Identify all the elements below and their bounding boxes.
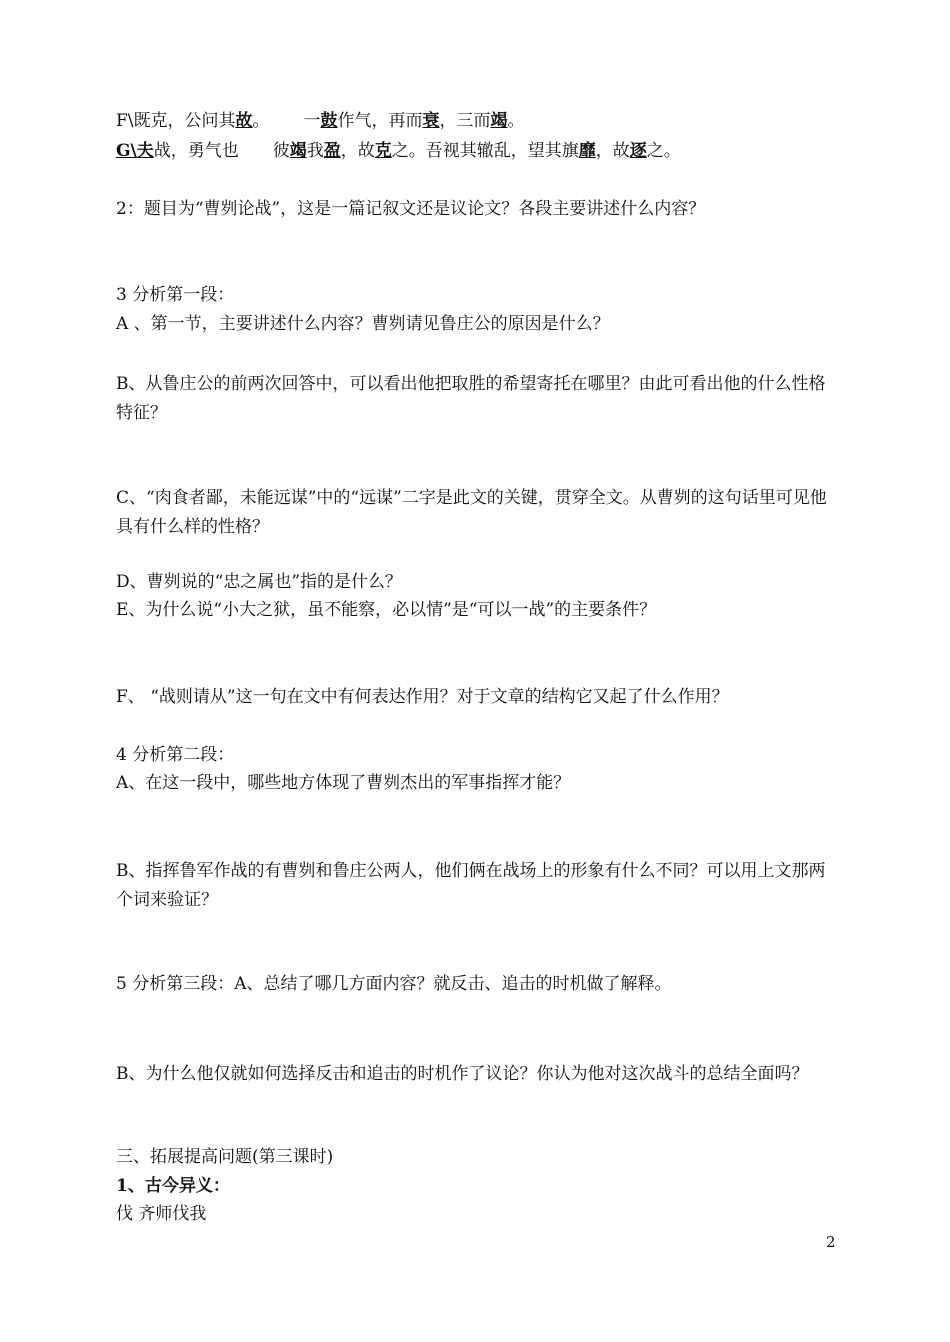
question-5b: B、为什么他仅就如何选择反击和追击的时机作了议论？你认为他对这次战斗的总结全面吗？ [116, 1064, 809, 1084]
question-4b: B、指挥鲁军作战的有曹刿和鲁庄公两人，他们俩在战场上的形象有什么不同？可以用上文那两个词来验证？ [116, 861, 826, 910]
question-3c: C、“肉食者鄙，未能远谋”中的“远谋”二字是此文的关键，贯穿全文。从曹刿的这句话里可见他具有什么样的性格？ [116, 488, 827, 537]
keyword: 竭 [289, 141, 307, 161]
question-3f: F、 “战则请从”这一句在文中有何表达作用？对于文章的结构它又起了什么作用？ [116, 687, 729, 707]
question-4a: A、在这一段中，哪些地方体现了曹刿杰出的军事指挥才能？ [116, 773, 571, 793]
question-3d: D、曹刿说的“忠之属也”指的是什么？ [116, 572, 403, 592]
question-3e: E、为什么说“小大之狱，虽不能察，必以情”是“可以一战”的主要条件？ [116, 600, 657, 620]
keyword: 盈 [323, 141, 341, 161]
keyword: 衰 [422, 111, 440, 131]
section-3-heading: 三、拓展提高问题(第三课时) [116, 1147, 334, 1167]
question-2: 2：题目为“曹刿论战”，这是一篇记叙文还是议论文？各段主要讲述什么内容？ [116, 199, 706, 219]
keyword: 靡 [578, 141, 596, 161]
section-5-title: 5 分析第三段：A、总结了哪几方面内容？就反击、追击的时机做了解释。 [116, 974, 672, 994]
keyword: 鼓 [320, 111, 338, 131]
keyword: 故 [235, 111, 253, 131]
example-word: 伐 齐师伐我 [116, 1204, 207, 1224]
keyword: 竭 [490, 111, 508, 131]
keyword: G\夫 [116, 141, 154, 161]
page-number: 2 [826, 1233, 836, 1251]
subheading-ancient-modern: 1、古今异义： [116, 1176, 230, 1196]
keyword: 克 [374, 141, 392, 161]
keyword: 逐 [629, 141, 647, 161]
question-3b: B、从鲁庄公的前两次回答中，可以看出他把取胜的希望寄托在哪里？由此可看出他的什么性格特征？ [116, 374, 826, 423]
sentence-g: G\夫战，勇气也 彼竭我盈，故克之。吾视其辙乱，望其旗靡，故逐之。 [116, 141, 681, 161]
section-4-title: 4 分析第二段： [116, 745, 235, 765]
sentence-f: F\既克，公问其故。 一鼓作气，再而衰，三而竭。 [116, 111, 525, 131]
section-3-title: 3 分析第一段： [116, 285, 235, 305]
question-3a: A 、第一节，主要讲述什么内容？曹刿请见鲁庄公的原因是什么？ [116, 314, 610, 334]
